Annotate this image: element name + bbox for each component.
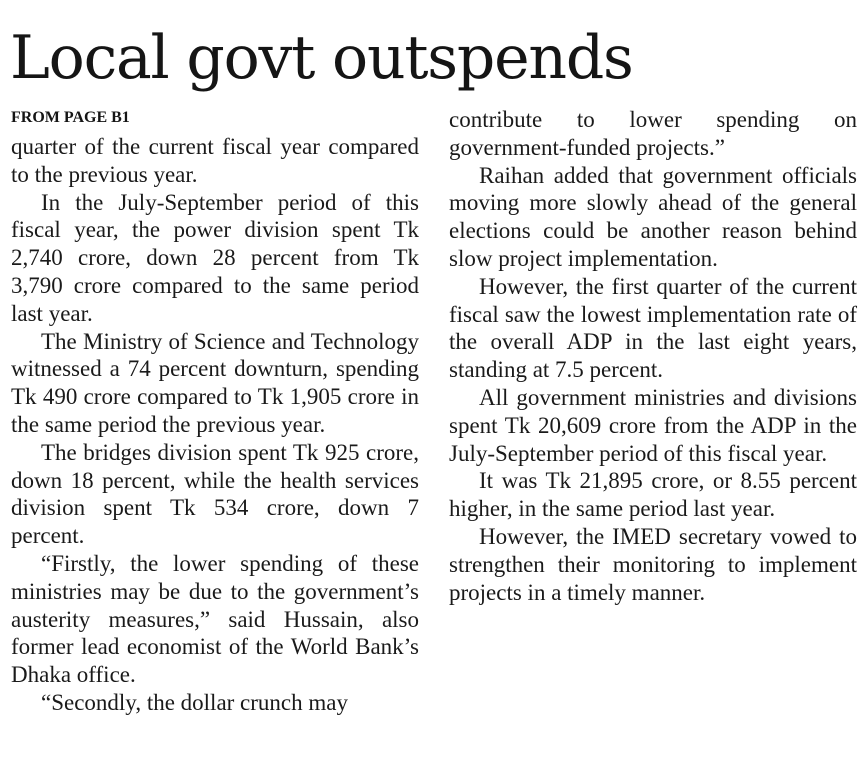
article-column-right xyxy=(449,106,857,606)
paragraph: The Ministry of Science and Technology witnessed a 74 percent downturn, spending Tk 490 crore compared to Tk 1,905 crore in the same period the previous year. xyxy=(11,328,419,437)
paragraph-continued: quarter of the current fiscal year compared to the previous year. xyxy=(11,134,419,187)
article-column-left xyxy=(11,133,419,717)
paragraph: “Secondly, the dollar crunch may xyxy=(41,689,348,715)
paragraph: However, the first quarter of the current fiscal saw the lowest implementation rate of the overall ADP in the last eight years, standing at 7.5 percent. xyxy=(449,273,857,383)
continuation-kicker: FROM PAGE B1 xyxy=(11,109,130,126)
headline: Local govt outspends xyxy=(10,23,633,93)
paragraph: “Firstly, the lower spending of these ministries may be due to the government’s austerity measures,” said Hussain, also former lead economist of the World Bank’s Dhaka office. xyxy=(11,550,419,688)
paragraph: All government ministries and divisions spent Tk 20,609 crore from the ADP in the July-September period of this fiscal year. xyxy=(449,384,857,466)
paragraph: However, the IMED secretary vowed to strengthen their monitoring to implement projects in a timely manner. xyxy=(449,523,857,605)
paragraph-continued: contribute to lower spending on government-funded projects.” xyxy=(449,107,857,160)
paragraph: It was Tk 21,895 crore, or 8.55 percent higher, in the same period last year. xyxy=(449,468,857,522)
paragraph: The bridges division spent Tk 925 crore, down 18 percent, while the health services division spent Tk 534 crore, down 7 percent. xyxy=(11,439,419,549)
paragraph: In the July-September period of this fiscal year, the power division spent Tk 2,740 crore, down 28 percent from Tk 3,790 crore compared to the same period last year. xyxy=(11,189,419,326)
paragraph: Raihan added that government officials moving more slowly ahead of the general elections could be another reason behind slow project implementation. xyxy=(449,162,857,271)
